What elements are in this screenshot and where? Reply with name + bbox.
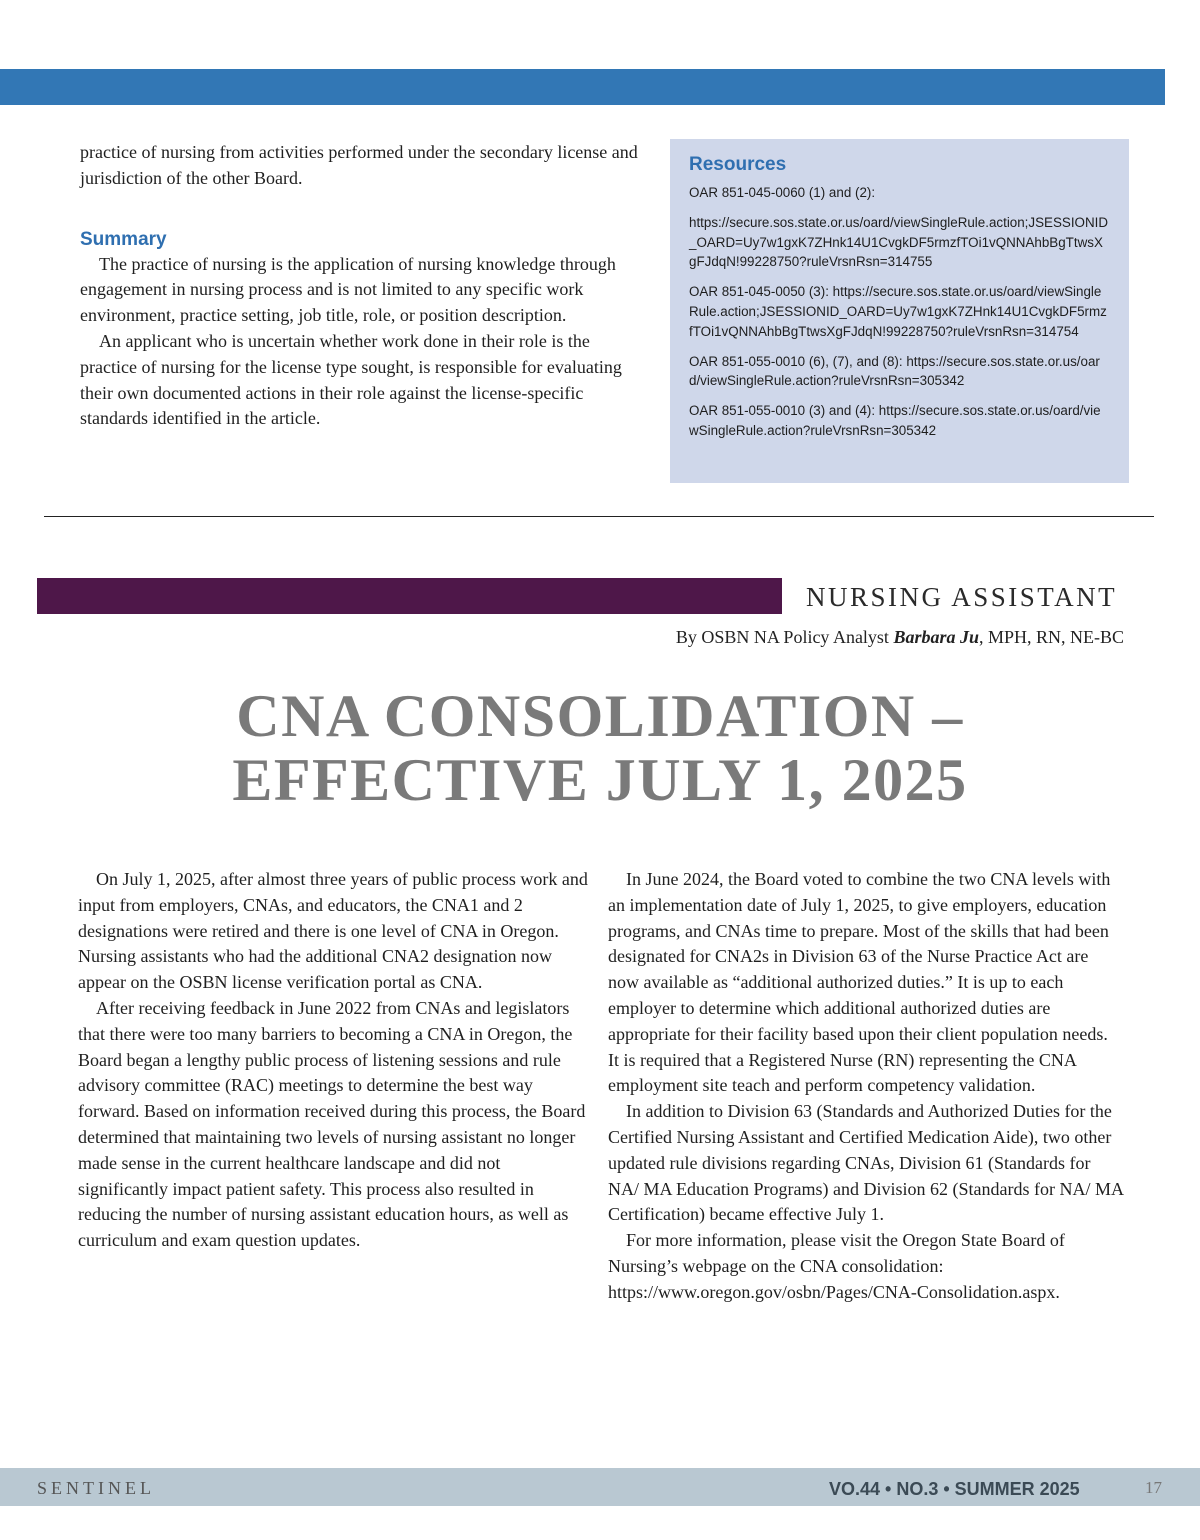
article-column-right (608, 867, 1123, 1306)
summary-paragraph-2: An applicant who is uncertain whether work done in their role is the practice of nursing for the license type sought, is responsible for evaluating their own documented actions in their role against the license-specific standards identified in the article. (80, 330, 622, 429)
publication-name: SENTINEL (37, 1478, 155, 1498)
section-color-bar (37, 578, 782, 614)
summary-heading: Summary (80, 228, 167, 250)
section-divider (44, 516, 1154, 517)
byline-prefix: By OSBN NA Policy Analyst (675, 627, 894, 647)
article-headline (0, 684, 1200, 812)
resources-box (670, 139, 1129, 483)
top-accent-bar (0, 69, 1165, 105)
prev-article-intro: practice of nursing from activities performed under the secondary license and jurisdiction of the other Board. (80, 142, 638, 188)
section-label: NURSING ASSISTANT (806, 582, 1118, 612)
previous-article-continuation (80, 140, 640, 432)
article-paragraph-with-link[interactable]: For more information, please visit the Oregon State Board of Nursing’s webpage on the CNA consolidation: https://www.oregon.gov/osbn/Pages/CNA-Consolidation.aspx. (608, 1230, 1065, 1302)
headline-line-1: CNA CONSOLIDATION – (236, 683, 964, 749)
resource-item: OAR 851-045-0060 (1) and (2): (689, 185, 876, 200)
author-name: Barbara Ju (893, 627, 979, 647)
resource-link[interactable]: OAR 851-045-0050 (3): https://secure.sos.state.or.us/oard/viewSingleRule.action;JSESSIONID_OARD=Uy7w1gxK7ZHnk14U1CvgkDF5rmzfTOi1vQNNAhbBgTtwsXgFJdqN!99228750?ruleVrsnRsn=314754 (689, 284, 1107, 339)
resource-link[interactable]: OAR 851-055-0010 (3) and (4): https://secure.sos.state.or.us/oard/viewSingleRule.action?ruleVrsnRsn=305342 (689, 403, 1101, 438)
resources-title: Resources (689, 154, 787, 175)
byline-suffix: , MPH, RN, NE-BC (978, 627, 1124, 647)
article-paragraph: In June 2024, the Board voted to combine the two CNA levels with an implementation date of July 1, 2025, to give employers, education programs, and CNAs time to prepare. Most of the skills that had been designated for CNA2s in Division 63 of the Nurse Practice Act are now available as “additional authorized duties.” It is up to each employer to determine which additional authorized duties are appropriate for their facility based upon their client population needs. It is required that a Registered Nurse (RN) representing the CNA employment site teach and perform competency validation. (608, 869, 1111, 1096)
article-column-left (78, 867, 588, 1254)
byline (676, 625, 1124, 649)
article-paragraph: In addition to Division 63 (Standards and Authorized Duties for the Certified Nursing Assistant and Certified Medication Aide), two other updated rule divisions regarding CNAs, Division 61 (Standards for NA/ MA Education Programs) and Division 62 (Standards for NA/ MA Certification) became effective July 1. (608, 1101, 1123, 1225)
headline-line-2: EFFECTIVE JULY 1, 2025 (232, 747, 968, 813)
page-number: 17 (1145, 1478, 1162, 1497)
summary-paragraph-1: The practice of nursing is the application of nursing knowledge through engagement in nursing process and is not limited to any specific work environment, practice setting, job title, role, or position description. (80, 253, 616, 326)
issue-info: VO.44 • NO.3 • SUMMER 2025 (829, 1479, 1080, 1499)
article-paragraph: On July 1, 2025, after almost three years of public process work and input from employers, CNAs, and educators, the CNA1 and 2 designations were retired and there is one level of CNA in Oregon. Nursing assistants who had the additional CNA2 designation now appear on the OSBN license verification portal as CNA. (78, 869, 588, 993)
article-paragraph: After receiving feedback in June 2022 from CNAs and legislators that there were too many barriers to becoming a CNA in Oregon, the Board began a lengthy public process of listening sessions and rule advisory committee (RAC) meetings to determine the best way forward. Based on information received during this process, the Board determined that maintaining two levels of nursing assistant no longer made sense in the current healthcare landscape and did not significantly impact patient safety. This process also resulted in reducing the number of nursing assistant education hours, as well as curriculum and exam question updates. (78, 997, 586, 1251)
resource-link[interactable]: https://secure.sos.state.or.us/oard/viewSingleRule.action;JSESSIONID_OARD=Uy7w1gxK7ZHnk14U1CvgkDF5rmzfTOi1vQNNAhbBgTtwsXgFJdqN!99228750?ruleVrsnRsn=314755 (689, 214, 1109, 270)
resource-link[interactable]: OAR 851-055-0010 (6), (7), and (8): https://secure.sos.state.or.us/oard/viewSingleRule.action?ruleVrsnRsn=305342 (689, 353, 1100, 389)
